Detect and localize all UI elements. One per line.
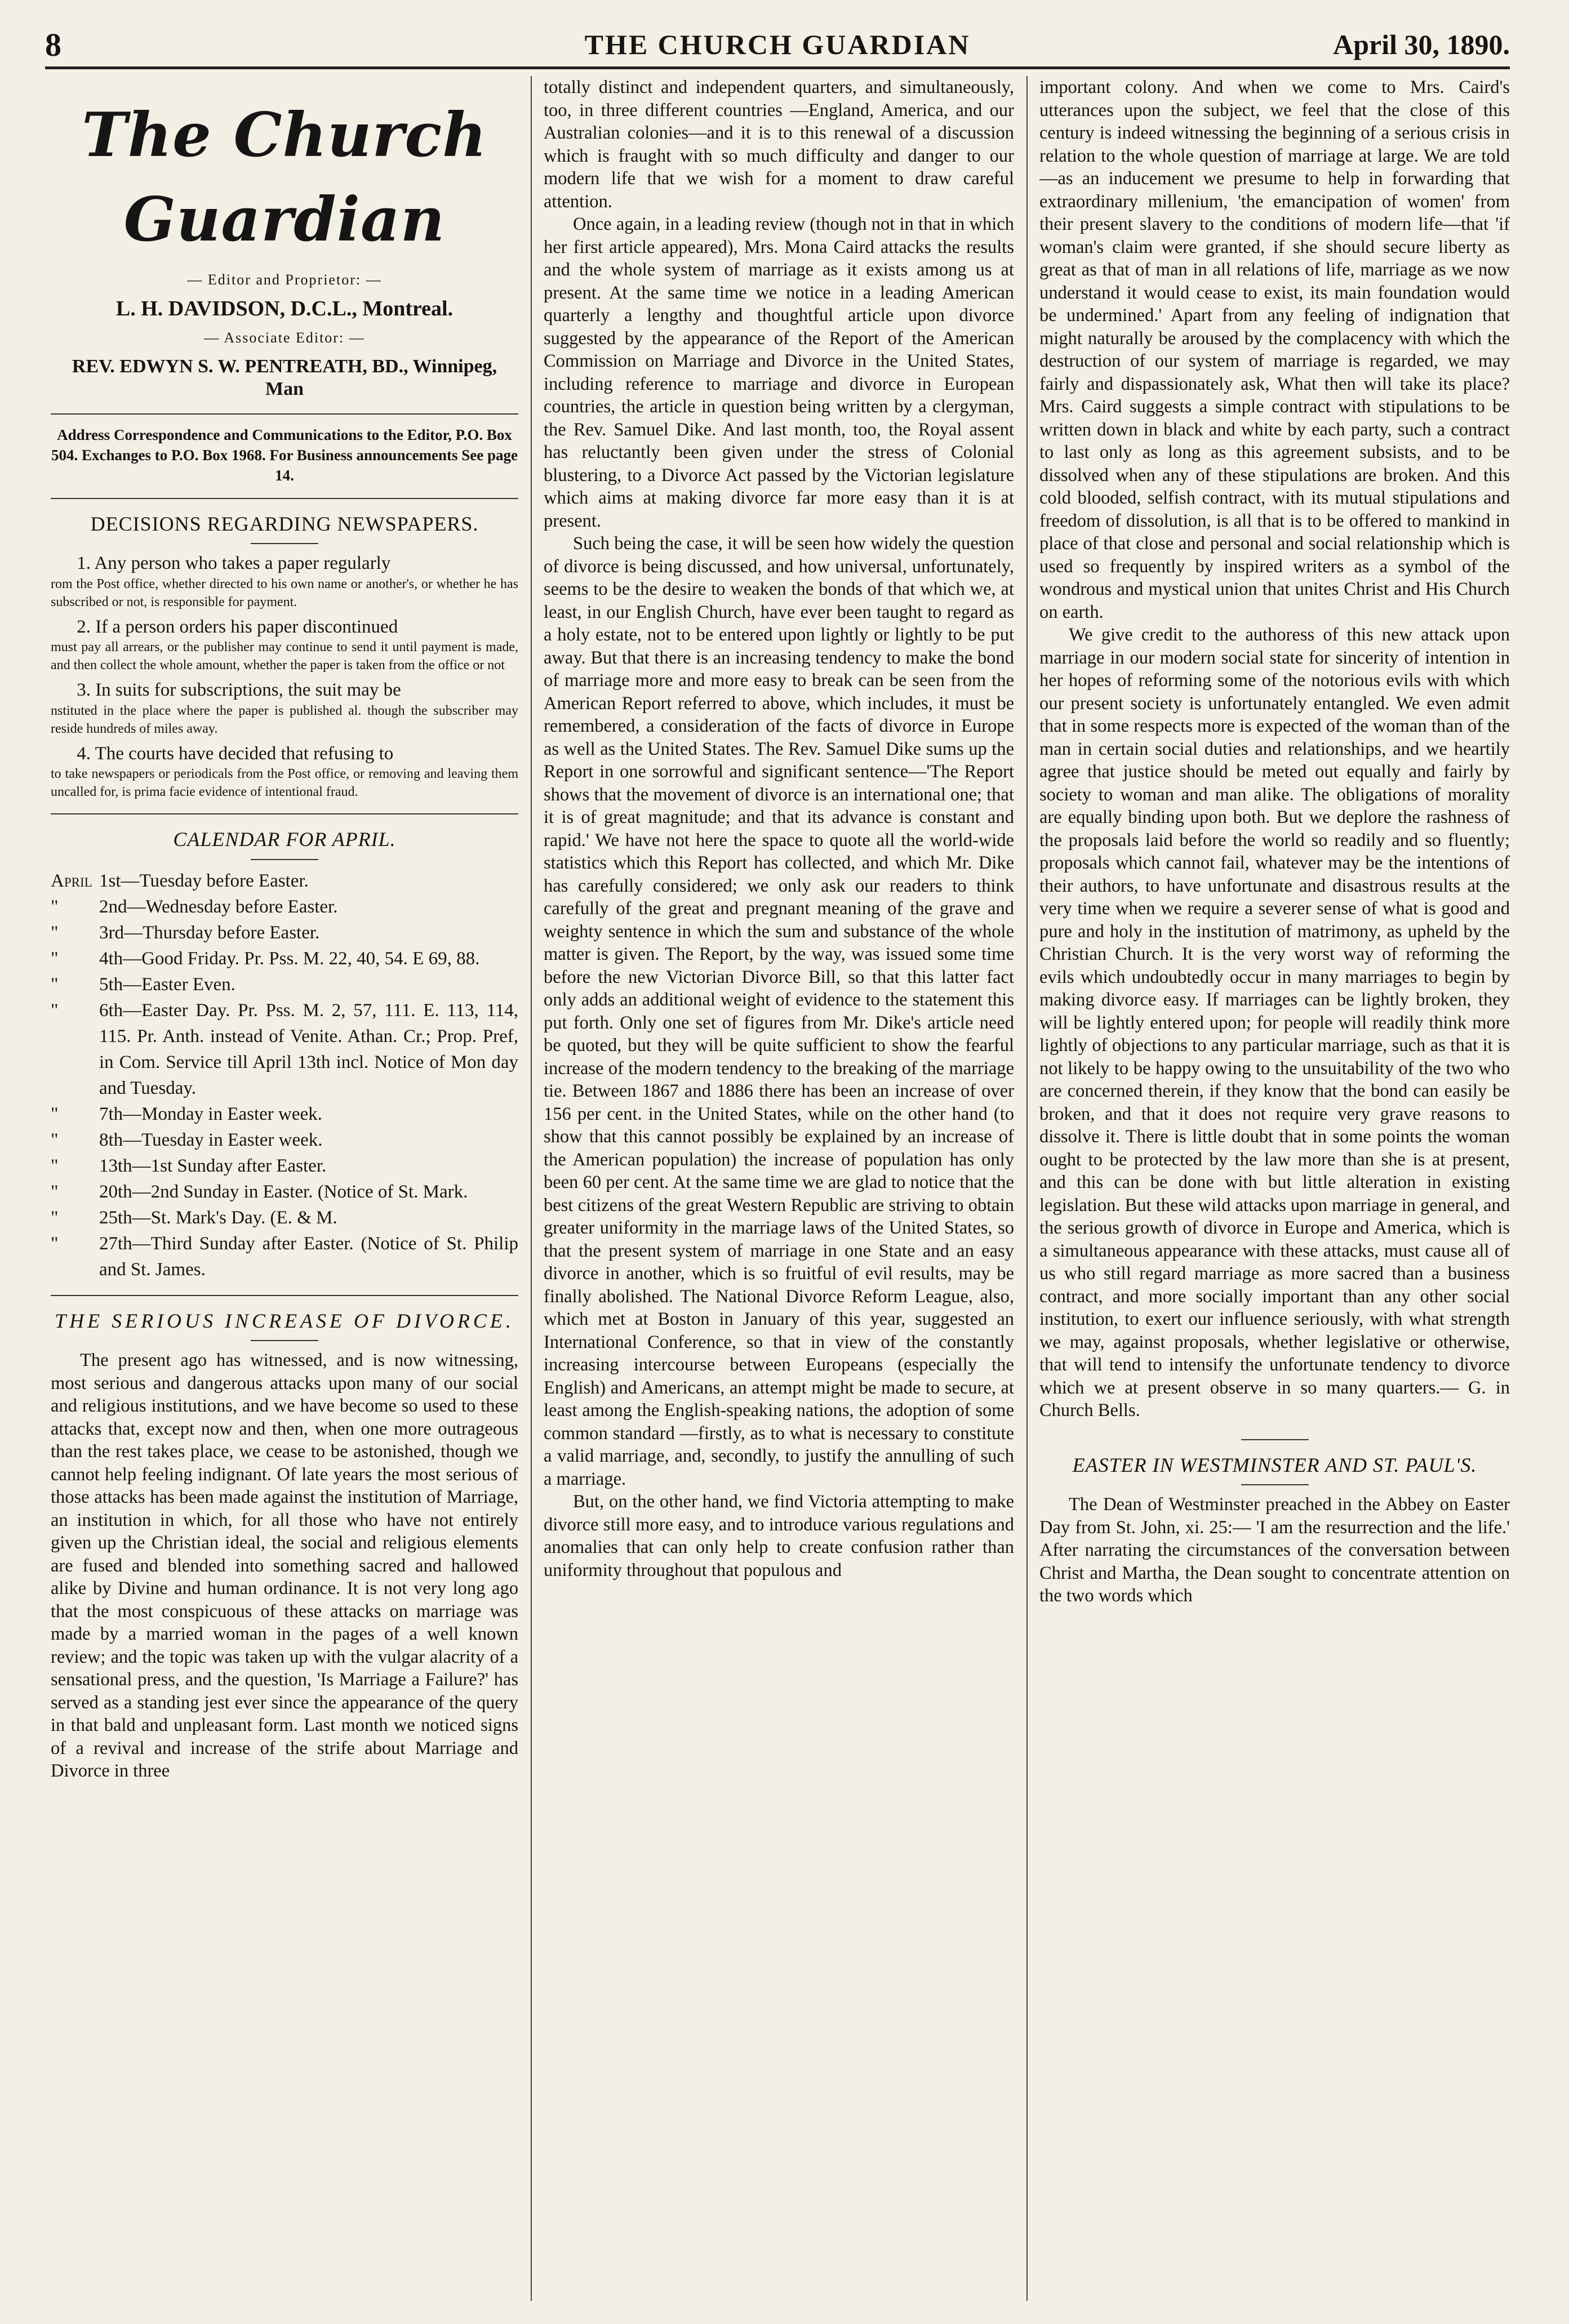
calendar-mark: " bbox=[51, 1233, 59, 1254]
calendar-mark: " bbox=[51, 1155, 59, 1176]
calendar-mark: " bbox=[51, 896, 59, 917]
calendar-entry bbox=[51, 1179, 518, 1205]
calendar-text: 2nd—Wednesday before Easter. bbox=[99, 896, 338, 917]
issue-date: April 30, 1890. bbox=[1333, 29, 1510, 60]
calendar-text: 25th—St. Mark's Day. (E. & M. bbox=[99, 1207, 337, 1228]
calendar-entry bbox=[51, 1231, 518, 1283]
calendar-text: 13th—1st Sunday after Easter. bbox=[99, 1155, 327, 1176]
divider bbox=[251, 1340, 318, 1341]
divider bbox=[1241, 1484, 1309, 1485]
calendar-entry bbox=[51, 868, 518, 894]
calendar-heading: CALENDAR FOR APRIL. bbox=[173, 828, 396, 851]
editor-name: L. H. DAVIDSON, D.C.L., Montreal. bbox=[115, 296, 454, 320]
calendar-mark: " bbox=[51, 1129, 59, 1150]
running-header bbox=[45, 20, 1510, 65]
calendar-entry bbox=[51, 1127, 518, 1153]
calendar-entry bbox=[51, 920, 518, 946]
calendar-text: 1st—Tuesday before Easter. bbox=[99, 870, 309, 891]
decision-lead: 4. The courts have decided that refusing to bbox=[77, 743, 394, 764]
calendar-text: 20th—2nd Sunday in Easter. (Notice of St. Mark. bbox=[99, 1181, 468, 1202]
associate-editor-name: REV. EDWYN S. W. PENTREATH, BD., Winnipeg, Man bbox=[72, 355, 497, 399]
calendar-text: 4th—Good Friday. Pr. Pss. M. 22, 40, 54. E 69, 88. bbox=[99, 948, 480, 969]
decision-item bbox=[51, 679, 518, 738]
decisions-heading: DECISIONS REGARDING NEWSPAPERS. bbox=[90, 512, 479, 535]
divider bbox=[51, 1295, 518, 1296]
easter-article-heading: EASTER IN WESTMINSTER AND ST. PAUL'S. bbox=[1072, 1453, 1477, 1476]
calendar-mark: April bbox=[51, 870, 92, 891]
column-divider bbox=[1026, 76, 1028, 2301]
calendar-mark: " bbox=[51, 948, 59, 969]
decision-text: to take newspapers or periodicals from the Post office, or removing and leaving them uncalled for, is prima facie evidence of intentional fraud. bbox=[51, 767, 518, 799]
calendar-mark: " bbox=[51, 974, 59, 995]
decision-item bbox=[51, 742, 518, 802]
calendar-mark: " bbox=[51, 1207, 59, 1228]
masthead-title: The Church Guardian bbox=[82, 100, 487, 255]
calendar-list bbox=[51, 868, 518, 1283]
decision-item bbox=[51, 552, 518, 611]
decision-lead: 2. If a person orders his paper discontinued bbox=[77, 616, 398, 637]
column-1 bbox=[51, 76, 518, 2301]
header-rule bbox=[45, 66, 1510, 69]
decision-lead: 1. Any person who takes a paper regularly bbox=[77, 553, 391, 573]
editor-label: — Editor and Proprietor: — bbox=[187, 271, 382, 288]
article-paragraph: totally distinct and independent quarters, and simultaneously, too, in three different countries —England, America, and our Australian colonies—and it is to this renewal of a discussion which is fraught with so much difficulty and danger to our modern life that we wish for a moment to draw careful attention. bbox=[544, 77, 1014, 212]
calendar-mark: " bbox=[51, 1000, 59, 1021]
calendar-mark: " bbox=[51, 1181, 59, 1202]
decision-text: nstituted in the place where the paper is published al. though the subscriber may reside hundreds of miles away. bbox=[51, 703, 518, 736]
divider bbox=[51, 498, 518, 499]
calendar-entry bbox=[51, 998, 518, 1101]
divider bbox=[1241, 1439, 1309, 1440]
calendar-text: 27th—Third Sunday after Easter. (Notice of St. Philip and St. James. bbox=[99, 1233, 518, 1280]
decision-lead: 3. In suits for subscriptions, the suit may be bbox=[77, 680, 401, 700]
associate-editor-label: — Associate Editor: — bbox=[204, 330, 365, 346]
divorce-article-heading: THE SERIOUS INCREASE OF DIVORCE. bbox=[55, 1309, 514, 1332]
calendar-entry bbox=[51, 1205, 518, 1231]
article-paragraph: The present ago has witnessed, and is now witnessing, most serious and dangerous attacks upon many of our social and religious institutions, and we have become so used to these attacks that, except now and then, when one more outrageous than the rest takes place, we cease to be astonished, though we cannot help feeling indignant. Of late years the most serious of those attacks has been made against the institution of Marriage, an institution in which, for all those who have not entirely given up the Christian ideal, the social and religious elements are fused and blended into something sacred and hallowed alike by Divine and human ordinance. It is not very long ago that the most conspicuous of these attacks on marriage was made by a married woman in the pages of a well known review; and the topic was taken up with the vulgar alacrity of a sensational press, and the question, 'Is Marriage a Failure?' has served as a standing jest ever since the appearance of the query in that bald and unpleasant form. Last month we noticed signs of a revival and increase of the strife about Marriage and Divorce in three bbox=[51, 1350, 518, 1781]
decision-item bbox=[51, 616, 518, 675]
calendar-text: 5th—Easter Even. bbox=[99, 974, 235, 995]
calendar-mark: " bbox=[51, 922, 59, 943]
calendar-entry bbox=[51, 946, 518, 972]
article-paragraph: The Dean of Westminster preached in the Abbey on Easter Day from St. John, xi. 25:— 'I am the resurrection and the life.' After narrating the circumstances of the conversation between Christ and Martha, the Dean sought to concentrate attention on the two words which bbox=[1039, 1494, 1510, 1606]
calendar-text: 7th—Monday in Easter week. bbox=[99, 1103, 322, 1124]
calendar-text: 8th—Tuesday in Easter week. bbox=[99, 1129, 323, 1150]
article-paragraph: Once again, in a leading review (though not in that in which her first article appeared), Mrs. Mona Caird attacks the results and the whole system of marriage as it exists among us at present. At the same time we notice in a leading American quarterly a lengthy and thoughtful article upon divorce suggested by the appearance of the Report of the American Commission on Marriage and Divorce in the United States, including reference to marriage and divorce in European countries, the article in question being written by a clergyman, the Rev. Samuel Dike. And last month, too, the Royal assent has reluctantly been given under the stress of Colonial blustering, to a Divorce Act passed by the Victorian legislature which aims at making divorce far more easy than it is at present. bbox=[544, 214, 1014, 531]
article-paragraph: Such being the case, it will be seen how widely the question of divorce is being discussed, and how universal, unfortunately, seems to be the desire to weaken the bonds of that which we, at least, in our English Church, have ever been taught to regard as a holy estate, not to be entered upon lightly or lightly to be put away. But that there is an increasing tendency to make the bond of marriage more and more easy to break can be seen from the American Report referred to above, which includes, it must be remembered, a consideration of the facts of divorce in Europe as well as the United States. The Rev. Samuel Dike sums up the Report in one sorrowful and significant sentence—'The Report shows that the movement of divorce is an international one; that it is of great magnitude; and that its advance is constant and rapid.' We have not here the space to quote all the world-wide statistics which this Report has collected, and which Mr. Dike has carefully considered; we only ask our readers to think carefully of the great and pregnant meaning of the grave and weighty sentence in which the sum and substance of the whole matter is given. The Report, by the way, was issued some time before the new Victorian Divorce Bill, so that this latter fact only adds an additional weight of evidence to the statement this put forth. Only one set of figures from Mr. Dike's article need be quoted, but they will be quite sufficient to show the fearful increase of the modern tendency to the breaking of the marriage tie. Between 1867 and 1886 there has been an increase of over 156 per cent. in the United States, while on the other hand (to show that this cannot possibly be explained by an increase of the American population) the increase of population has only been 60 per cent. At the same time we are glad to notice that the best citizens of the great Western Republic are striving to obtain greater uniformity in the marriage laws of the United States, so that the present system of marriage in one State and an easy divorce in another, which is so fruitful of evil results, may be finally abolished. The National Divorce Reform League, also, which met at Boston in January of this year, suggested an International Conference, so that in view of the constantly increasing intercourse between Europeans (especially the English) and Americans, an attempt might be made to secure, at least among the English-speaking nations, the adoption of some common standard —firstly, as to what is necessary to constitute a valid marriage, and, secondly, to justify the annulling of such a marriage. bbox=[544, 533, 1014, 1489]
article-paragraph: But, on the other hand, we find Victoria attempting to make divorce still more easy, and to introduce various regulations and anomalies that can only help to create confusion rather than uniformity throughout that populous and bbox=[544, 1492, 1014, 1581]
column-2 bbox=[544, 76, 1014, 2301]
decisions-list bbox=[51, 552, 518, 801]
calendar-mark: " bbox=[51, 1103, 59, 1124]
calendar-entry bbox=[51, 972, 518, 998]
address-notice: Address Correspondence and Communications to the Editor, P.O. Box 504. Exchanges to P.O. Box 1968. For Business announcements See page 14. bbox=[51, 426, 518, 484]
decision-text: rom the Post office, whether directed to his own name or another's, or whether he has subscribed or not, is responsible for payment. bbox=[51, 576, 518, 609]
calendar-text: 6th—Easter Day. Pr. Pss. M. 2, 57, 111. E. 113, 114, 115. Pr. Anth. instead of Venite. Athan. Cr.; Prop. Pref, in Com. Service till April 13th incl. Notice of Mon day and Tuesday. bbox=[99, 1000, 518, 1098]
calendar-text: 3rd—Thursday before Easter. bbox=[99, 922, 320, 943]
calendar-entry bbox=[51, 1153, 518, 1179]
divider bbox=[51, 813, 518, 814]
column-divider bbox=[531, 76, 532, 2301]
divider bbox=[251, 859, 318, 860]
column-3 bbox=[1039, 76, 1510, 2301]
publication-name: THE CHURCH GUARDIAN bbox=[584, 29, 971, 60]
calendar-entry bbox=[51, 1101, 518, 1127]
article-paragraph: We give credit to the authoress of this new attack upon marriage in our modern social state for sincerity of intention in her hopes of reforming some of the notorious evils with which our present society is unfortunately entangled. We even admit that in some respects more is expected of the woman than of the man in certain social duties and relationships, and we heartily agree that justice should be meted out equally and fairly by society to woman and man alike. The obligations of morality are equally binding upon both. But we deplore the rashness of the proposals laid before the world so readily and so fluently; proposals which cannot fail, whatever may be the intentions of their authors, to have unfortunate and disastrous results at the very time when we require a severer sense of what is good and pure and holy in the institution of matrimony, as upheld by the Christian Church. It is the very worst way of reforming the evils which undoubtedly occur in many marriages to begin by making divorce easy. If marriages can be lightly broken, they will be lightly entered upon; for people will readily think more lightly of objections to any particular marriage, such as that it is not likely to be happy owing to the unsuitability of the two who are concerned therein, if they know that the bond can easily be broken, and that it does not require very grave reasons to dissolve it. There is little doubt that in some points the woman ought to be protected by the law more than she is at present, and this can be done with but little alteration in existing legislation. But these wild attacks upon marriage in general, and the serious growth of divorce in Europe and America, which is a simultaneous appearance with these attacks, must cause all of us who still regard marriage as more sacred than a business contract, and more socially important than any other social institution, to exert our influence seriously, with what strength we may, against proposals, whether legislative or otherwise, that will tend to intensify the unfortunate tendency to divorce which we at present observe in so many quarters.— G. in Church Bells. bbox=[1039, 625, 1510, 1421]
calendar-entry bbox=[51, 894, 518, 920]
page-number: 8 bbox=[45, 26, 61, 63]
article-paragraph: important colony. And when we come to Mrs. Caird's utterances upon the subject, we feel that the close of this century is indeed witnessing the beginning of a serious crisis in relation to the whole question of marriage at large. We are told—as an inducement we presume to help in forwarding that extraordinary millenium, 'the emancipation of women' from their present slavery to the conditions of modern life—that 'if woman's claim were granted, if she should secure liberty as great as that of man in all relations of life, marriage as we now understand it would cease to exist, its main foundation would be undermined.' Apart from any feeling of indignation that might naturally be aroused by the complacency with which the destruction of our system of marriage is regarded, we may fairly and dispassionately ask, What then will take its place? Mrs. Caird suggests a simple contract with stipulations to be written down in black and white by each party, such a contract to last only as long as this agreement subsists, and to be dissolved when any of these stipulations are broken. And this cold blooded, selfish contract, with its mutual stipulations and freedom of dissolution, is all that is to be offered to mankind in place of that close and personal and social relationship which is used so frequently by inspired writers as a symbol of the wondrous and mystical union that unites Christ and His Church on earth. bbox=[1039, 77, 1510, 622]
divider bbox=[251, 543, 318, 544]
decision-text: must pay all arrears, or the publisher may continue to send it until payment is made, and then collect the whole amount, whether the paper is taken from the office or not bbox=[51, 640, 518, 673]
divider bbox=[51, 413, 518, 415]
